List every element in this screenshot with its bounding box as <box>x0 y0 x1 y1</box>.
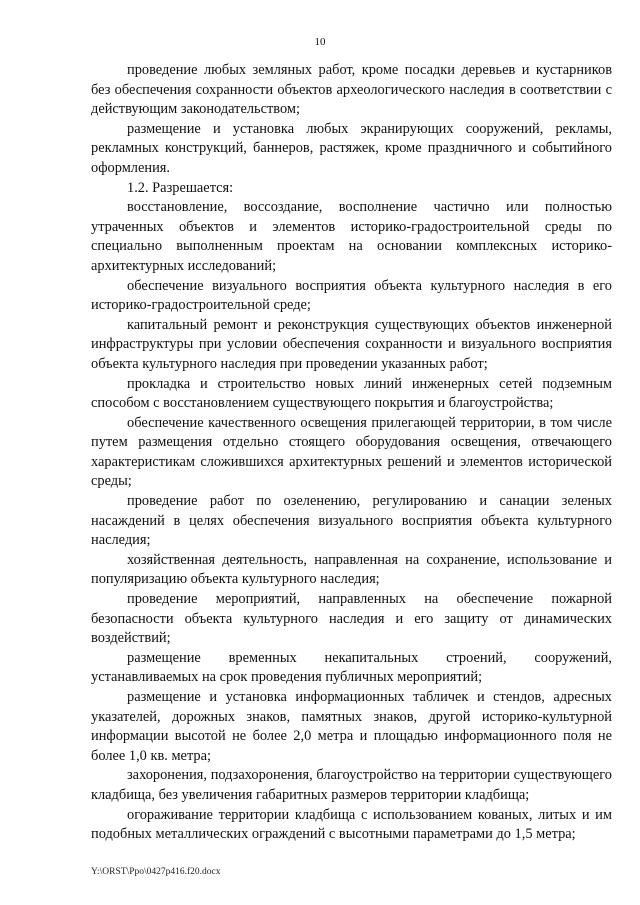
paragraph-temporary-structures: размещение временных некапитальных строений, сооружений, устанавливаемых на срок проведения публичных мероприятий; <box>91 649 612 686</box>
footer-file-path: Y:\ORST\Ppo\0427p416.f20.docx <box>91 867 221 877</box>
paragraph-fire-safety: проведение мероприятий, направленных на обеспечение пожарной безопасности объекта культурного наследия и его защиту от динамических воздействий; <box>91 591 612 647</box>
paragraph-cemetery-fencing: огораживание территории кладбища с использованием кованых, литых и им подобных металлических ограждений с высотными параметрами до 1,5 метра; <box>91 806 612 843</box>
document-body <box>91 61 612 845</box>
paragraph-infrastructure-repair: капитальный ремонт и реконструкция существующих объектов инженерной инфраструктуры при условии обеспечения сохранности и визуального восприятия объекта культурного наследия при проведении указанных работ; <box>91 316 612 372</box>
paragraph-information-signs: размещение и установка информационных табличек и стендов, адресных указателей, дорожных знаков, памятных знаков, другой историко-культурной информации высотой не более 2,0 метра и площадью информационного поля не более 1,0 кв. метра; <box>91 689 612 764</box>
paragraph-visual-perception: обеспечение визуального восприятия объекта культурного наследия в его историко-градостроительной среде; <box>91 277 612 314</box>
paragraph-economic-activity: хозяйственная деятельность, направленная на сохранение, использование и популяризацию объекта культурного наследия; <box>91 551 612 588</box>
section-heading-permitted: 1.2. Разрешается: <box>127 179 234 196</box>
paragraph-burials: захоронения, подзахоронения, благоустройство на территории существующего кладбища, без увеличения габаритных размеров территории кладбища; <box>91 767 612 803</box>
paragraph-lighting: обеспечение качественного освещения прилегающей территории, в том числе путем размещения отдельно стоящего оборудования освещения, отвечающего характеристикам сложившихся архитектурных решений и элементов исторической среды; <box>91 414 612 490</box>
paragraph-earthworks-ban: проведение любых земляных работ, кроме посадки деревьев и кустарников без обеспечения сохранности объектов археологического наследия в соответствии с действующим законодательством; <box>91 62 612 118</box>
page-number: 10 <box>314 36 326 48</box>
paragraph-landscaping: проведение работ по озеленению, регулированию и санации зеленых насаждений в целях обеспечения визуального восприятия объекта культурного наследия; <box>91 493 612 549</box>
paragraph-restoration: восстановление, воссоздание, восполнение частично или полностью утраченных объектов и элементов историко-градостроительной среды по специально выполненным проектам на основании комплексных историко-архитектурных исследований; <box>91 199 612 274</box>
paragraph-screening-structures-ban: размещение и установка любых экранирующих сооружений, рекламы, рекламных конструкций, баннеров, растяжек, кроме праздничного и событийного оформления. <box>91 120 612 176</box>
paragraph-underground-networks: прокладка и строительство новых линий инженерных сетей подземным способом с восстановлением существующего покрытия и благоустройства; <box>91 375 612 412</box>
